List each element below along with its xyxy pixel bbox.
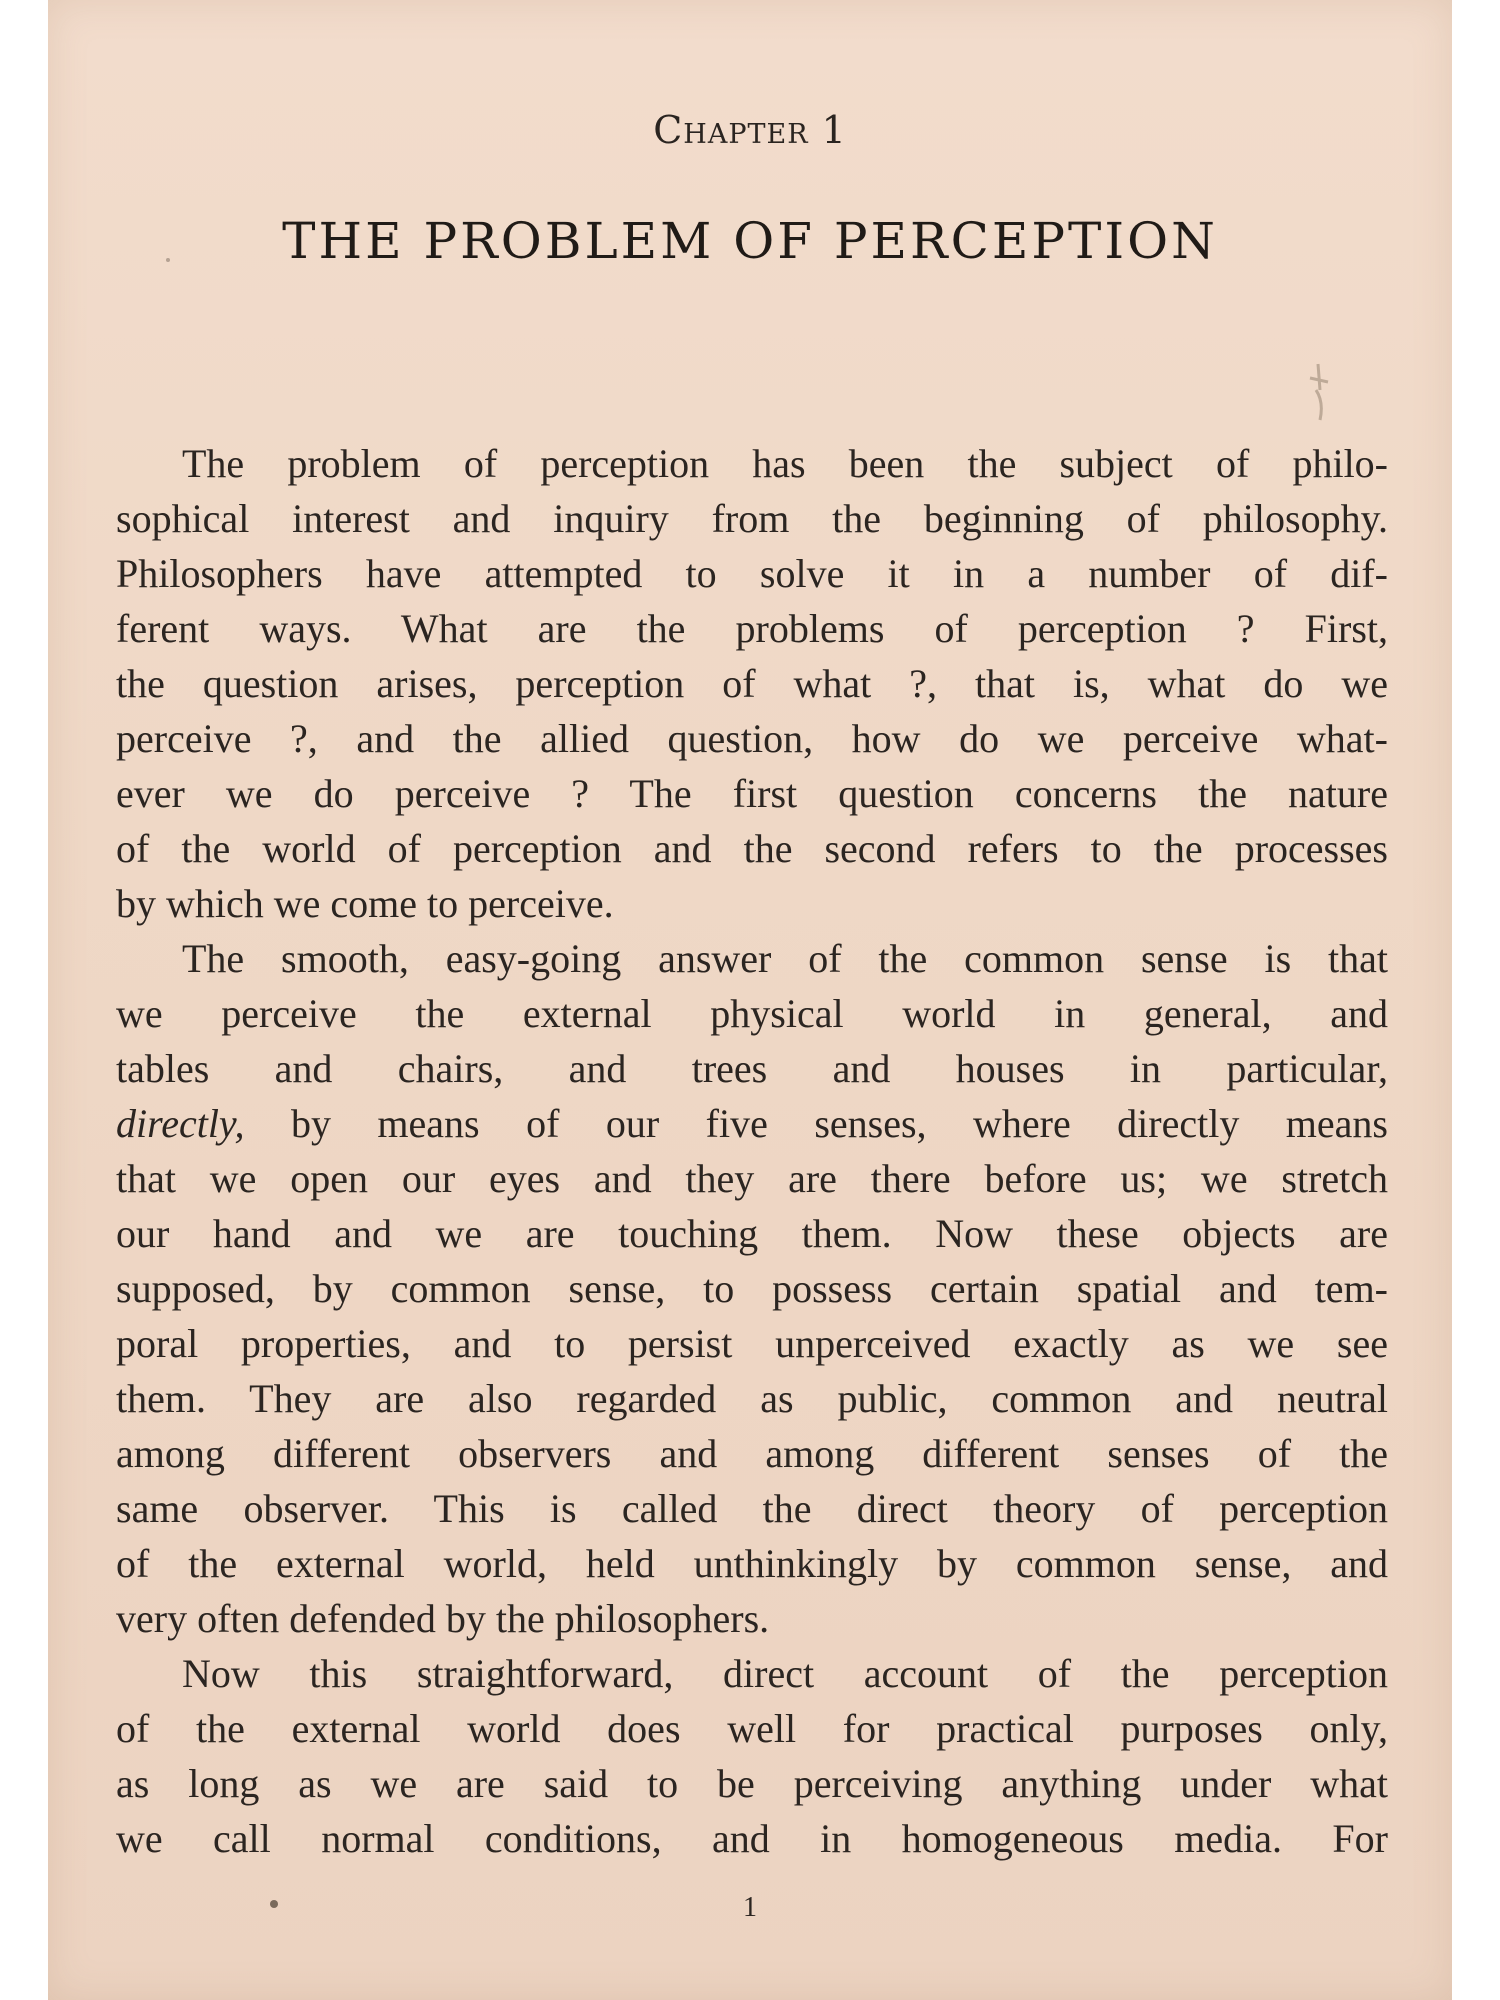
text-line: the question arises, perception of what ?, that is, what do we [116,661,1388,706]
italic-word: directly, [116,1101,245,1146]
text-line: among different observers and among different senses of the [116,1431,1388,1476]
ink-mark-icon [1298,360,1338,430]
text-line: sophical interest and inquiry from the beginning of philosophy. [116,496,1388,541]
book-page [48,0,1452,2000]
text-line: that we open our eyes and they are there before us; we stretch [116,1156,1388,1201]
text-line-with-italic [116,1096,1388,1151]
text-line: Philosophers have attempted to solve it in a number of dif- [116,551,1388,596]
text-line: we call normal conditions, and in homogeneous media. For [116,1816,1388,1861]
text-line: same observer. This is called the direct theory of perception [116,1486,1388,1531]
page-number: 1 [743,1892,757,1923]
text-line: perceive ?, and the allied question, how do we perceive what- [116,716,1388,761]
text-line: of the world of perception and the second refers to the processes [116,826,1388,871]
text-line: The smooth, easy-going answer of the common sense is that [182,936,1388,981]
body-text [116,436,1388,1866]
text-line: supposed, by common sense, to possess certain spatial and tem- [116,1266,1388,1311]
text-line: poral properties, and to persist unperceived exactly as we see [116,1321,1388,1366]
text-line: of the external world does well for practical purposes only, [116,1706,1388,1751]
text-line: we perceive the external physical world in general, and [116,991,1388,1036]
text-line: of the external world, held unthinkingly by common sense, and [116,1541,1388,1586]
text-line: Now this straightforward, direct account of the perception [182,1651,1388,1696]
chapter-heading: Chapter 1 [653,108,847,152]
text-line: as long as we are said to be perceiving anything under what [116,1761,1388,1806]
text-line: very often defended by the philosophers. [116,1596,770,1641]
text-line: ferent ways. What are the problems of perception ? First, [116,606,1388,651]
text-line: our hand and we are touching them. Now these objects are [116,1211,1388,1256]
text-line: ever we do perceive ? The first question concerns the nature [116,771,1388,816]
text-line-rest: by means of our five senses, where directly means [244,1101,1388,1146]
text-line: by which we come to perceive. [116,881,614,926]
ink-dot [166,258,170,262]
chapter-title: THE PROBLEM OF PERCEPTION [282,212,1218,270]
text-line: tables and chairs, and trees and houses in particular, [116,1046,1388,1091]
text-line: The problem of perception has been the subject of philo- [182,441,1388,486]
text-line: them. They are also regarded as public, common and neutral [116,1376,1388,1421]
